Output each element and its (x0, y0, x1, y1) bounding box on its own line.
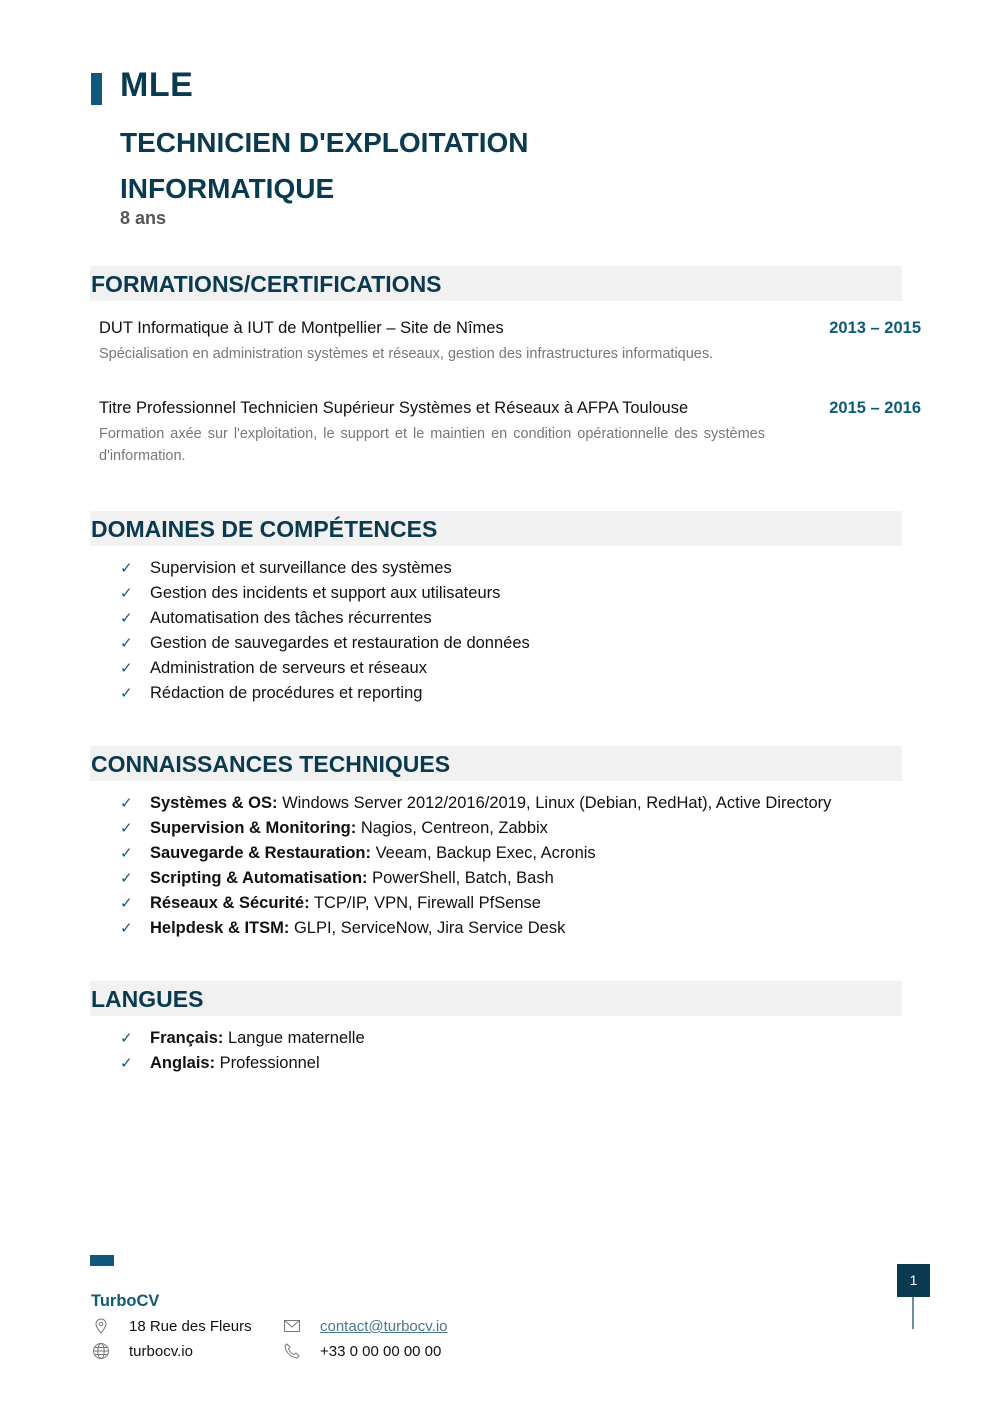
page-number-line (912, 1297, 914, 1329)
check-icon: ✓ (120, 1030, 133, 1047)
contact-website (92, 1342, 272, 1362)
formation-item (99, 397, 921, 467)
section-title-competences: DOMAINES DE COMPÉTENCES (90, 511, 902, 546)
contact-email (283, 1317, 503, 1337)
formation-item (99, 317, 921, 365)
check-icon: ✓ (120, 795, 133, 812)
section-title-formations: FORMATIONS/CERTIFICATIONS (90, 266, 902, 301)
list-item: ✓ Gestion de sauvegardes et restauration de données (120, 631, 910, 656)
list-item: ✓ Administration de serveurs et réseaux (120, 656, 910, 681)
formation-dates: 2015 – 2016 (829, 399, 921, 417)
list-item: ✓ Rédaction de procédures et reporting (120, 681, 910, 706)
list-item: ✓ Automatisation des tâches récurrentes (120, 606, 910, 631)
experience-years: 8 ans (120, 208, 167, 228)
section-title-langues: LANGUES (90, 981, 902, 1016)
check-icon: ✓ (120, 635, 133, 652)
list-item: ✓ Gestion des incidents et support aux utilisateurs (120, 581, 910, 606)
candidate-name: MLE (120, 66, 194, 104)
list-item: ✓ Supervision et surveillance des systèmes (120, 556, 910, 581)
list-item: ✓ Systèmes & OS: Windows Server 2012/2016/2019, Linux (Debian, RedHat), Active Directory (120, 791, 910, 816)
check-icon: ✓ (120, 610, 133, 627)
globe-icon (92, 1342, 110, 1360)
section-title-connaissances: CONNAISSANCES TECHNIQUES (90, 746, 902, 781)
list-item: ✓ Scripting & Automatisation: PowerShell, Batch, Bash (120, 866, 910, 891)
check-icon: ✓ (120, 870, 133, 887)
check-icon: ✓ (120, 585, 133, 602)
footer-accent-bar (90, 1255, 114, 1266)
list-item: ✓ Sauvegarde & Restauration: Veeam, Backup Exec, Acronis (120, 841, 910, 866)
check-icon: ✓ (120, 560, 133, 577)
phone-icon (283, 1342, 301, 1360)
competences-list (120, 556, 910, 706)
check-icon: ✓ (120, 895, 133, 912)
list-item: ✓ Réseaux & Sécurité: TCP/IP, VPN, Firewall PfSense (120, 891, 910, 916)
formation-title: DUT Informatique à IUT de Montpellier – Site de Nîmes (99, 319, 504, 337)
email-link[interactable]: contact@turbocv.io (320, 1318, 448, 1335)
check-icon: ✓ (120, 685, 133, 702)
header-accent-bar (91, 73, 102, 105)
job-title: TECHNICIEN D'EXPLOITATION INFORMATIQUE (120, 127, 529, 204)
footer-brand: TurboCV (91, 1292, 160, 1310)
check-icon: ✓ (120, 845, 133, 862)
address-text: 18 Rue des Fleurs (129, 1318, 252, 1335)
langues-list (120, 1026, 910, 1076)
formation-dates: 2013 – 2015 (829, 319, 921, 337)
list-item: ✓ Helpdesk & ITSM: GLPI, ServiceNow, Jira Service Desk (120, 916, 910, 941)
contact-phone (283, 1342, 503, 1362)
envelope-icon (283, 1317, 301, 1335)
formation-title: Titre Professionnel Technicien Supérieur Systèmes et Réseaux à AFPA Toulouse (99, 399, 689, 417)
contact-address (92, 1317, 272, 1337)
formation-description: Formation axée sur l'exploitation, le support et le maintien en condition opérationnelle des systèmes d'information. (99, 426, 765, 464)
page-number: 1 (897, 1264, 930, 1297)
list-item: ✓ Supervision & Monitoring: Nagios, Centreon, Zabbix (120, 816, 910, 841)
check-icon: ✓ (120, 920, 133, 937)
list-item: ✓ Anglais: Professionnel (120, 1051, 910, 1076)
check-icon: ✓ (120, 1055, 133, 1072)
website-text: turbocv.io (129, 1343, 193, 1360)
location-pin-icon (92, 1317, 110, 1335)
check-icon: ✓ (120, 820, 133, 837)
check-icon: ✓ (120, 660, 133, 677)
list-item: ✓ Français: Langue maternelle (120, 1026, 910, 1051)
connaissances-list (120, 791, 910, 941)
phone-text: +33 0 00 00 00 00 (320, 1343, 442, 1360)
formation-description: Spécialisation en administration systèmes et réseaux, gestion des infrastructures informatiques. (99, 346, 714, 362)
